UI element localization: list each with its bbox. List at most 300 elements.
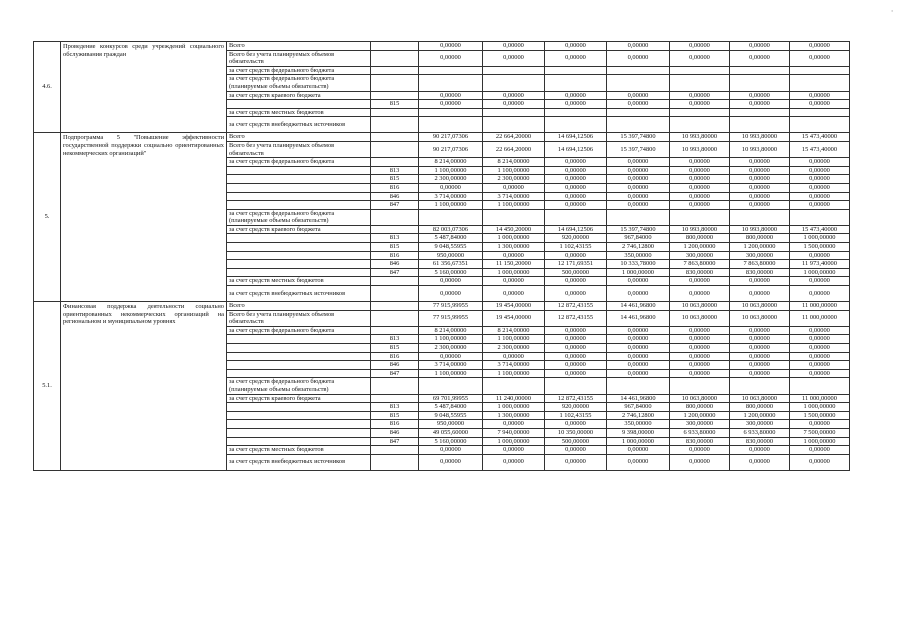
amount-year: 800,00000 <box>670 234 730 243</box>
amount-year: 0,00000 <box>790 420 850 429</box>
budget-code <box>371 394 419 403</box>
funding-source: за счет средств внебюджетных источников <box>227 454 371 470</box>
amount-year: 0,00000 <box>483 352 545 361</box>
amount-total: 90 217,07306 <box>419 141 483 157</box>
amount-total: 5 160,00000 <box>419 268 483 277</box>
amount-total: 0,00000 <box>419 50 483 66</box>
funding-source <box>227 183 371 192</box>
amount-year: 800,00000 <box>730 234 790 243</box>
amount-year <box>545 117 607 133</box>
amount-year: 0,00000 <box>730 201 790 210</box>
amount-year: 12 872,43155 <box>545 302 607 311</box>
budget-table <box>33 41 850 471</box>
funding-source <box>227 335 371 344</box>
amount-year: 12 872,43155 <box>545 394 607 403</box>
amount-year: 300,00000 <box>670 251 730 260</box>
amount-year: 0,00000 <box>790 335 850 344</box>
amount-year: 7 500,00000 <box>790 428 850 437</box>
amount-year: 1 200,00000 <box>730 243 790 252</box>
amount-year: 15 473,40000 <box>790 225 850 234</box>
amount-year: 1 100,00000 <box>483 369 545 378</box>
amount-year: 0,00000 <box>670 100 730 109</box>
amount-year: 0,00000 <box>483 286 545 302</box>
budget-code: 846 <box>371 361 419 370</box>
amount-year: 0,00000 <box>790 352 850 361</box>
amount-year: 14 450,20000 <box>483 225 545 234</box>
amount-year <box>790 66 850 75</box>
amount-year: 10 063,80000 <box>730 310 790 326</box>
amount-year: 0,00000 <box>790 158 850 167</box>
amount-year: 0,00000 <box>670 277 730 286</box>
funding-source <box>227 428 371 437</box>
budget-code: 815 <box>371 344 419 353</box>
amount-year: 15 397,74800 <box>607 141 670 157</box>
budget-code <box>371 117 419 133</box>
funding-source <box>227 411 371 420</box>
amount-total <box>419 117 483 133</box>
funding-source <box>227 361 371 370</box>
funding-source <box>227 437 371 446</box>
table-row <box>34 302 850 311</box>
amount-year: 0,00000 <box>790 201 850 210</box>
amount-year <box>670 209 730 225</box>
amount-total: 9 048,55955 <box>419 411 483 420</box>
amount-year: 0,00000 <box>730 175 790 184</box>
amount-year: 0,00000 <box>730 454 790 470</box>
amount-year: 0,00000 <box>607 446 670 455</box>
amount-year: 0,00000 <box>730 91 790 100</box>
amount-year <box>607 66 670 75</box>
row-index: 5. <box>34 133 61 302</box>
amount-year: 11 150,20000 <box>483 260 545 269</box>
amount-year: 920,00000 <box>545 403 607 412</box>
amount-year: 10 063,80000 <box>730 302 790 311</box>
funding-source: за счет средств внебюджетных источников <box>227 286 371 302</box>
amount-year: 1 000,00000 <box>483 437 545 446</box>
budget-code: 846 <box>371 260 419 269</box>
amount-year: 1 000,00000 <box>790 268 850 277</box>
amount-year: 1 500,00000 <box>790 243 850 252</box>
funding-source <box>227 201 371 210</box>
amount-year: 350,00000 <box>607 420 670 429</box>
amount-year <box>483 66 545 75</box>
amount-year: 8 214,00000 <box>483 158 545 167</box>
funding-source: за счет средств краевого бюджета <box>227 394 371 403</box>
amount-year: 2 746,12800 <box>607 411 670 420</box>
budget-code: 813 <box>371 234 419 243</box>
funding-source: за счет средств местных бюджетов <box>227 277 371 286</box>
table-row <box>34 42 850 51</box>
amount-year: 0,00000 <box>670 175 730 184</box>
amount-year <box>483 117 545 133</box>
amount-year: 1 000,00000 <box>790 234 850 243</box>
amount-year: 0,00000 <box>545 286 607 302</box>
amount-year: 0,00000 <box>670 183 730 192</box>
amount-year: 0,00000 <box>607 201 670 210</box>
amount-year: 0,00000 <box>790 192 850 201</box>
measure-name: Подпрограмма 5 "Повышение эффективности государственной поддержки социально ориентированных некоммерческих организаций" <box>61 133 227 302</box>
amount-year: 10 993,80000 <box>670 225 730 234</box>
amount-year: 0,00000 <box>790 183 850 192</box>
amount-year: 830,00000 <box>730 268 790 277</box>
amount-year: 0,00000 <box>790 286 850 302</box>
amount-year: 0,00000 <box>483 420 545 429</box>
amount-year: 15 473,40000 <box>790 133 850 142</box>
budget-code: 815 <box>371 175 419 184</box>
amount-year: 0,00000 <box>545 158 607 167</box>
amount-year: 0,00000 <box>545 100 607 109</box>
amount-year: 10 993,80000 <box>730 225 790 234</box>
budget-code <box>371 277 419 286</box>
funding-source <box>227 352 371 361</box>
amount-year <box>607 117 670 133</box>
budget-code: 813 <box>371 403 419 412</box>
amount-year: 2 300,00000 <box>483 175 545 184</box>
funding-source <box>227 344 371 353</box>
amount-year: 830,00000 <box>670 437 730 446</box>
amount-year: 0,00000 <box>545 42 607 51</box>
amount-year: 10 993,80000 <box>670 133 730 142</box>
amount-year: 0,00000 <box>670 201 730 210</box>
amount-year: 0,00000 <box>670 286 730 302</box>
amount-year: 830,00000 <box>730 437 790 446</box>
amount-year: 1 100,00000 <box>483 201 545 210</box>
amount-year <box>670 378 730 394</box>
amount-year: 830,00000 <box>670 268 730 277</box>
amount-year: 0,00000 <box>790 42 850 51</box>
budget-table-body <box>34 42 850 471</box>
amount-year: 15 473,40000 <box>790 141 850 157</box>
amount-total: 0,00000 <box>419 100 483 109</box>
amount-year: 0,00000 <box>670 158 730 167</box>
amount-year: 300,00000 <box>730 251 790 260</box>
amount-year <box>545 108 607 117</box>
amount-year: 0,00000 <box>790 175 850 184</box>
amount-year: 3 714,00000 <box>483 361 545 370</box>
amount-year: 6 933,80000 <box>670 428 730 437</box>
amount-year: 22 664,20000 <box>483 133 545 142</box>
amount-year: 500,00000 <box>545 268 607 277</box>
budget-code: 846 <box>371 428 419 437</box>
amount-year: 967,84000 <box>607 234 670 243</box>
amount-total: 950,00000 <box>419 251 483 260</box>
amount-year: 0,00000 <box>607 158 670 167</box>
amount-total: 9 048,55955 <box>419 243 483 252</box>
amount-year <box>545 209 607 225</box>
amount-year: 0,00000 <box>545 50 607 66</box>
amount-year: 0,00000 <box>545 344 607 353</box>
budget-code: 846 <box>371 192 419 201</box>
funding-source <box>227 166 371 175</box>
amount-year: 0,00000 <box>607 183 670 192</box>
amount-year: 0,00000 <box>607 192 670 201</box>
amount-year: 10 063,80000 <box>670 394 730 403</box>
amount-year: 350,00000 <box>607 251 670 260</box>
amount-year: 0,00000 <box>545 277 607 286</box>
amount-year: 10 993,80000 <box>730 133 790 142</box>
funding-source: за счет средств федерального бюджета <box>227 158 371 167</box>
budget-code: 813 <box>371 166 419 175</box>
amount-year: 967,84000 <box>607 403 670 412</box>
amount-year: 0,00000 <box>730 192 790 201</box>
amount-year: 0,00000 <box>670 50 730 66</box>
amount-total: 90 217,07306 <box>419 133 483 142</box>
amount-year <box>790 75 850 91</box>
funding-source: за счет средств местных бюджетов <box>227 446 371 455</box>
amount-year: 0,00000 <box>483 446 545 455</box>
amount-year: 14 461,96800 <box>607 394 670 403</box>
funding-source: за счет средств местных бюджетов <box>227 108 371 117</box>
funding-source <box>227 369 371 378</box>
amount-year: 1 100,00000 <box>483 335 545 344</box>
budget-code <box>371 133 419 142</box>
amount-year: 0,00000 <box>483 251 545 260</box>
amount-total: 8 214,00000 <box>419 158 483 167</box>
amount-year: 0,00000 <box>730 352 790 361</box>
amount-year: 12 872,43155 <box>545 310 607 326</box>
amount-total: 0,00000 <box>419 454 483 470</box>
funding-source: за счет средств федерального бюджета (планируемые объемы обязательств) <box>227 75 371 91</box>
amount-year: 0,00000 <box>790 446 850 455</box>
amount-year: 0,00000 <box>730 42 790 51</box>
amount-year: 10 993,80000 <box>670 141 730 157</box>
amount-year: 1 200,00000 <box>670 243 730 252</box>
budget-code <box>371 225 419 234</box>
amount-total: 5 487,84000 <box>419 234 483 243</box>
amount-year <box>483 209 545 225</box>
amount-year: 1 000,00000 <box>790 403 850 412</box>
amount-year <box>790 378 850 394</box>
amount-year: 0,00000 <box>730 286 790 302</box>
amount-year: 0,00000 <box>670 166 730 175</box>
amount-year: 0,00000 <box>545 183 607 192</box>
amount-year: 1 000,00000 <box>607 437 670 446</box>
amount-year: 11 000,00000 <box>790 310 850 326</box>
amount-year: 0,00000 <box>607 335 670 344</box>
amount-year: 1 100,00000 <box>483 166 545 175</box>
budget-code <box>371 209 419 225</box>
amount-year: 0,00000 <box>730 100 790 109</box>
amount-year: 1 102,43155 <box>545 243 607 252</box>
budget-code <box>371 326 419 335</box>
amount-total <box>419 108 483 117</box>
amount-year: 0,00000 <box>545 326 607 335</box>
measure-name: Проведение конкурсов среди учреждений социального обслуживания граждан <box>61 42 227 133</box>
amount-year: 0,00000 <box>730 446 790 455</box>
amount-year <box>670 108 730 117</box>
amount-year: 7 863,80000 <box>670 260 730 269</box>
amount-year: 1 300,00000 <box>483 243 545 252</box>
amount-total: 0,00000 <box>419 286 483 302</box>
amount-year: 10 063,80000 <box>670 302 730 311</box>
funding-source: Всего <box>227 302 371 311</box>
amount-year: 19 454,00000 <box>483 302 545 311</box>
amount-year: 0,00000 <box>670 335 730 344</box>
amount-year <box>545 75 607 91</box>
budget-code <box>371 50 419 66</box>
funding-source: Всего без учета планируемых объемов обязательств <box>227 310 371 326</box>
amount-year: 0,00000 <box>607 361 670 370</box>
amount-year <box>670 117 730 133</box>
amount-year <box>483 378 545 394</box>
budget-code <box>371 286 419 302</box>
amount-year: 0,00000 <box>545 446 607 455</box>
amount-year <box>545 66 607 75</box>
amount-year: 0,00000 <box>670 446 730 455</box>
amount-year: 10 063,80000 <box>670 310 730 326</box>
amount-year: 0,00000 <box>607 42 670 51</box>
amount-year: 0,00000 <box>730 361 790 370</box>
amount-year: 0,00000 <box>545 251 607 260</box>
funding-source <box>227 192 371 201</box>
amount-total: 0,00000 <box>419 42 483 51</box>
amount-total: 82 003,07306 <box>419 225 483 234</box>
amount-year: 0,00000 <box>545 201 607 210</box>
budget-code <box>371 75 419 91</box>
amount-year: 7 940,00000 <box>483 428 545 437</box>
amount-year: 0,00000 <box>730 158 790 167</box>
amount-total: 1 100,00000 <box>419 335 483 344</box>
amount-year: 10 063,80000 <box>730 394 790 403</box>
amount-year: 9 398,00000 <box>607 428 670 437</box>
budget-code: 816 <box>371 251 419 260</box>
amount-year: 0,00000 <box>790 361 850 370</box>
amount-year <box>545 378 607 394</box>
funding-source <box>227 243 371 252</box>
funding-source <box>227 420 371 429</box>
amount-year: 0,00000 <box>670 91 730 100</box>
budget-code: 847 <box>371 369 419 378</box>
amount-total: 0,00000 <box>419 352 483 361</box>
budget-code: 815 <box>371 243 419 252</box>
amount-year <box>730 75 790 91</box>
amount-year: 11 000,00000 <box>790 394 850 403</box>
amount-year: 15 397,74800 <box>607 133 670 142</box>
amount-total: 1 100,00000 <box>419 201 483 210</box>
amount-year: 11 240,00000 <box>483 394 545 403</box>
amount-year: 0,00000 <box>790 91 850 100</box>
funding-source <box>227 234 371 243</box>
amount-year: 0,00000 <box>730 335 790 344</box>
amount-year: 1 102,43155 <box>545 411 607 420</box>
amount-total: 69 701,99955 <box>419 394 483 403</box>
budget-code: 847 <box>371 201 419 210</box>
funding-source: Всего <box>227 42 371 51</box>
amount-total <box>419 209 483 225</box>
amount-year: 14 461,96800 <box>607 302 670 311</box>
amount-total: 3 714,00000 <box>419 361 483 370</box>
amount-year: 0,00000 <box>670 361 730 370</box>
amount-year: 1 500,00000 <box>790 411 850 420</box>
funding-source <box>227 100 371 109</box>
amount-year: 500,00000 <box>545 437 607 446</box>
amount-year: 11 000,00000 <box>790 302 850 311</box>
amount-year: 0,00000 <box>670 369 730 378</box>
amount-year: 0,00000 <box>730 183 790 192</box>
funding-source: Всего без учета планируемых объемов обязательств <box>227 50 371 66</box>
amount-year: 300,00000 <box>670 420 730 429</box>
amount-year: 0,00000 <box>730 326 790 335</box>
amount-year: 0,00000 <box>545 166 607 175</box>
amount-year: 1 000,00000 <box>483 234 545 243</box>
amount-year <box>730 66 790 75</box>
budget-code <box>371 66 419 75</box>
amount-year: 14 694,12506 <box>545 141 607 157</box>
budget-code: 816 <box>371 183 419 192</box>
funding-source <box>227 260 371 269</box>
funding-source: Всего <box>227 133 371 142</box>
funding-source <box>227 268 371 277</box>
amount-year: 0,00000 <box>607 100 670 109</box>
amount-year: 14 461,96800 <box>607 310 670 326</box>
amount-year: 0,00000 <box>483 100 545 109</box>
amount-year <box>670 75 730 91</box>
amount-year <box>730 108 790 117</box>
amount-year: 0,00000 <box>483 42 545 51</box>
amount-total: 5 160,00000 <box>419 437 483 446</box>
amount-year: 1 200,00000 <box>730 411 790 420</box>
amount-total: 0,00000 <box>419 91 483 100</box>
amount-year: 0,00000 <box>545 352 607 361</box>
amount-year: 0,00000 <box>790 344 850 353</box>
amount-year <box>790 108 850 117</box>
amount-year: 800,00000 <box>730 403 790 412</box>
amount-year <box>670 66 730 75</box>
amount-year: 10 350,00000 <box>545 428 607 437</box>
amount-year <box>607 108 670 117</box>
budget-code: 816 <box>371 420 419 429</box>
funding-source: за счет средств краевого бюджета <box>227 91 371 100</box>
amount-year: 0,00000 <box>545 91 607 100</box>
budget-code <box>371 454 419 470</box>
amount-year: 0,00000 <box>483 91 545 100</box>
amount-year: 0,00000 <box>483 277 545 286</box>
amount-year: 0,00000 <box>483 454 545 470</box>
amount-year: 0,00000 <box>607 369 670 378</box>
amount-year: 0,00000 <box>483 50 545 66</box>
amount-year: 19 454,00000 <box>483 310 545 326</box>
amount-year: 0,00000 <box>607 277 670 286</box>
amount-total: 1 100,00000 <box>419 166 483 175</box>
amount-year: 0,00000 <box>790 454 850 470</box>
funding-source: Всего без учета планируемых объемов обязательств <box>227 141 371 157</box>
amount-year <box>730 117 790 133</box>
amount-year: 7 863,80000 <box>730 260 790 269</box>
amount-total: 77 915,99955 <box>419 310 483 326</box>
budget-code: 813 <box>371 335 419 344</box>
amount-year: 1 000,00000 <box>483 403 545 412</box>
amount-year: 0,00000 <box>670 454 730 470</box>
amount-year <box>607 378 670 394</box>
amount-year <box>730 378 790 394</box>
funding-source: за счет средств федерального бюджета (планируемые объемы обязательств) <box>227 378 371 394</box>
amount-year <box>730 209 790 225</box>
row-index: 4.6. <box>34 42 61 133</box>
amount-year: 0,00000 <box>790 326 850 335</box>
amount-total: 5 487,84000 <box>419 403 483 412</box>
amount-year: 0,00000 <box>730 277 790 286</box>
budget-code: 847 <box>371 268 419 277</box>
budget-code <box>371 42 419 51</box>
amount-year: 0,00000 <box>790 251 850 260</box>
amount-year: 10 993,80000 <box>730 141 790 157</box>
amount-total: 2 300,00000 <box>419 175 483 184</box>
amount-year <box>483 75 545 91</box>
amount-total <box>419 378 483 394</box>
budget-code: 815 <box>371 411 419 420</box>
amount-year: 1 000,00000 <box>607 268 670 277</box>
amount-year: 14 694,12506 <box>545 133 607 142</box>
